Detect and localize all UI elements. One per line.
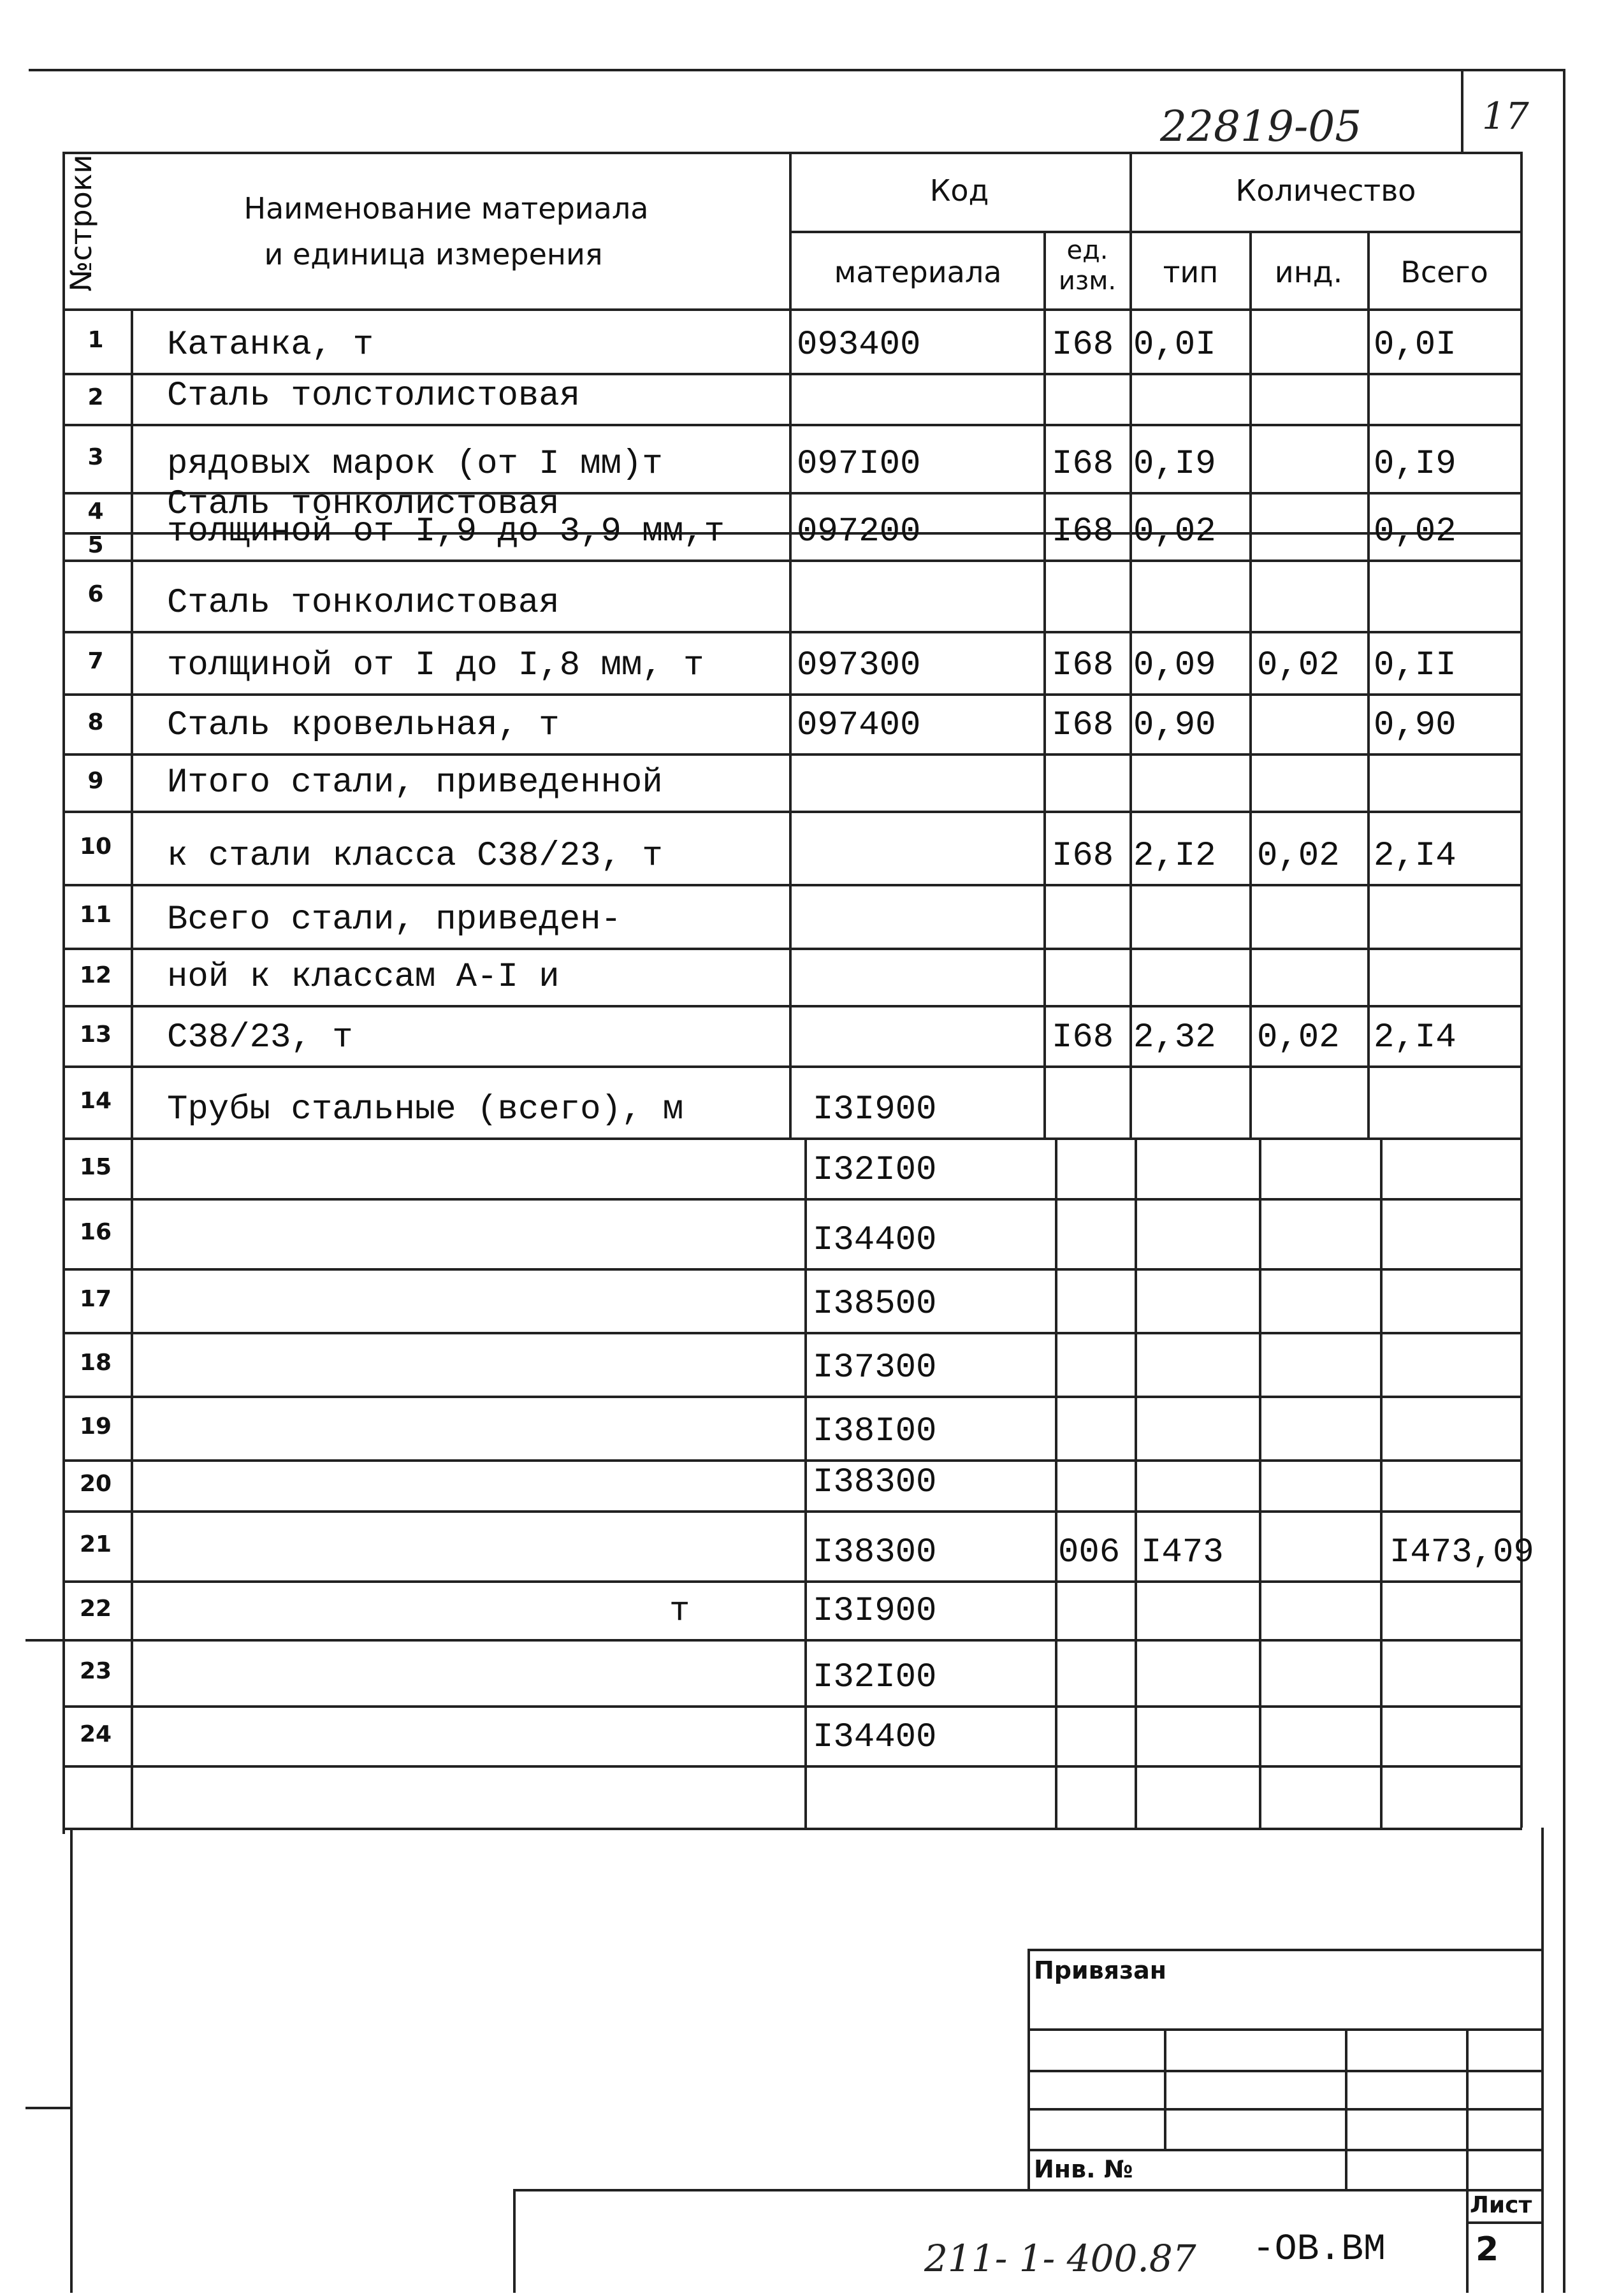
material-name: Трубы стальные (всего), м bbox=[167, 1090, 684, 1129]
row-number: 3 bbox=[87, 444, 104, 470]
material-code: I38300 bbox=[813, 1463, 937, 1502]
material-code: 093400 bbox=[797, 326, 921, 365]
quantity-type: 2,I2 bbox=[1133, 837, 1216, 876]
material-code: I3I900 bbox=[813, 1090, 937, 1129]
unit-code: I68 bbox=[1052, 706, 1114, 745]
material-code: I32I00 bbox=[813, 1151, 937, 1190]
quantity-total: 0,I9 bbox=[1374, 445, 1456, 484]
row-number: 5 bbox=[87, 531, 104, 558]
page-number: 17 bbox=[1482, 94, 1529, 138]
row-number: 16 bbox=[79, 1219, 112, 1245]
quantity-ind-header: инд. bbox=[1274, 255, 1343, 289]
unit-code: I68 bbox=[1052, 512, 1114, 551]
drawing-code-suffix: -ОВ.ВМ bbox=[1252, 2229, 1386, 2271]
quantity-type: 0,I9 bbox=[1133, 445, 1216, 484]
material-name: толщиной от I до I,8 мм, т bbox=[167, 646, 704, 685]
unit-code: I68 bbox=[1052, 1018, 1114, 1057]
material-name: Катанка, т bbox=[167, 326, 374, 365]
row-number: 8 bbox=[87, 709, 104, 735]
row-number: 22 bbox=[79, 1596, 112, 1622]
drawing-code-handwritten: 211- 1- 400.87 bbox=[924, 2237, 1196, 2280]
quantity-total: 2,I4 bbox=[1374, 1018, 1456, 1057]
material-name: Сталь тонколистовая bbox=[167, 584, 560, 623]
row-number: 7 bbox=[87, 648, 104, 674]
material-code: I34400 bbox=[813, 1718, 937, 1757]
quantity-type: I473 bbox=[1141, 1533, 1224, 1572]
unit-code: I68 bbox=[1052, 326, 1114, 365]
inv-number-label: Инв. № bbox=[1034, 2155, 1133, 2183]
material-code: I37300 bbox=[813, 1348, 937, 1387]
quantity-type: 0,02 bbox=[1133, 512, 1216, 551]
row-number: 2 bbox=[87, 384, 104, 410]
quantity-total: 0,0I bbox=[1374, 326, 1456, 365]
unit-code: I68 bbox=[1052, 837, 1114, 876]
row-number: 12 bbox=[79, 962, 112, 988]
quantity-total: I473,09 bbox=[1390, 1533, 1534, 1572]
material-code: 097300 bbox=[797, 646, 921, 685]
code-unit-header-line1: ед. bbox=[1066, 236, 1108, 265]
row-number: 13 bbox=[79, 1021, 112, 1048]
material-name: ной к классам А-I и bbox=[167, 958, 560, 997]
quantity-type: 0,09 bbox=[1133, 646, 1216, 685]
unit-code: I68 bbox=[1052, 445, 1114, 484]
unit-code: I68 bbox=[1052, 646, 1114, 685]
material-name: Сталь толстолистовая bbox=[167, 377, 581, 415]
material-code: I34400 bbox=[813, 1221, 937, 1260]
row-number: 15 bbox=[79, 1153, 112, 1180]
unit-code: 006 bbox=[1058, 1533, 1121, 1572]
row-number-header: №строки bbox=[64, 154, 98, 292]
material-name: Сталь кровельная, т bbox=[167, 706, 560, 745]
row-number: 1 bbox=[87, 326, 104, 353]
row-number: 17 bbox=[79, 1286, 112, 1312]
quantity-type: 0,0I bbox=[1133, 326, 1216, 365]
material-code: I38I00 bbox=[813, 1412, 937, 1451]
quantity-header: Количество bbox=[1235, 173, 1416, 208]
row-number: 20 bbox=[79, 1471, 112, 1497]
material-code: 097200 bbox=[797, 512, 921, 551]
material-name: Сталь тонколистовая bbox=[167, 485, 560, 524]
row-number: 21 bbox=[79, 1531, 112, 1557]
row-number: 6 bbox=[87, 581, 104, 607]
row-number: 23 bbox=[79, 1658, 112, 1684]
quantity-type: 0,90 bbox=[1133, 706, 1216, 745]
code-header: Код bbox=[929, 173, 989, 208]
material-code: 097I00 bbox=[797, 445, 921, 484]
material-name: т bbox=[669, 1592, 690, 1631]
sheet-label: Лист bbox=[1470, 2192, 1532, 2218]
material-code: I3I900 bbox=[813, 1592, 937, 1631]
material-name: рядовых марок (от I мм)т bbox=[167, 445, 663, 484]
material-code: I38300 bbox=[813, 1533, 937, 1572]
quantity-total: 0,90 bbox=[1374, 706, 1456, 745]
row-number: 19 bbox=[79, 1413, 112, 1440]
code-material-header: материала bbox=[834, 255, 1002, 289]
material-code: I38500 bbox=[813, 1285, 937, 1324]
name-header-line2: и единица измерения bbox=[264, 237, 603, 271]
quantity-type: 2,32 bbox=[1133, 1018, 1216, 1057]
material-name: Всего стали, приведен- bbox=[167, 900, 621, 939]
quantity-total: 0,II bbox=[1374, 646, 1456, 685]
row-number: 11 bbox=[79, 902, 112, 928]
bound-label: Привязан bbox=[1034, 1956, 1167, 1984]
material-code: I32I00 bbox=[813, 1658, 937, 1697]
material-name: С38/23, т bbox=[167, 1018, 353, 1057]
row-number: 10 bbox=[79, 833, 112, 860]
material-name: толщиной от I,9 до 3,9 мм,т bbox=[167, 512, 725, 551]
quantity-ind: 0,02 bbox=[1257, 837, 1340, 876]
quantity-total-header: Всего bbox=[1400, 255, 1488, 289]
row-number: 9 bbox=[87, 768, 104, 794]
doc-number: 22819-05 bbox=[1160, 102, 1362, 151]
code-unit-header-line2: изм. bbox=[1058, 266, 1117, 296]
material-code: 097400 bbox=[797, 706, 921, 745]
quantity-ind: 0,02 bbox=[1257, 646, 1340, 685]
quantity-type-header: тип bbox=[1163, 255, 1219, 289]
material-name: к стали класса С38/23, т bbox=[167, 837, 663, 876]
quantity-ind: 0,02 bbox=[1257, 1018, 1340, 1057]
row-number: 14 bbox=[79, 1087, 112, 1114]
row-number: 4 bbox=[87, 498, 104, 524]
row-number: 18 bbox=[79, 1350, 112, 1376]
row-number: 24 bbox=[79, 1721, 112, 1747]
sheet-number: 2 bbox=[1476, 2230, 1499, 2269]
material-name: Итого стали, приведенной bbox=[167, 763, 663, 802]
quantity-total: 0,02 bbox=[1374, 512, 1456, 551]
quantity-total: 2,I4 bbox=[1374, 837, 1456, 876]
name-header-line1: Наименование материала bbox=[243, 191, 649, 226]
